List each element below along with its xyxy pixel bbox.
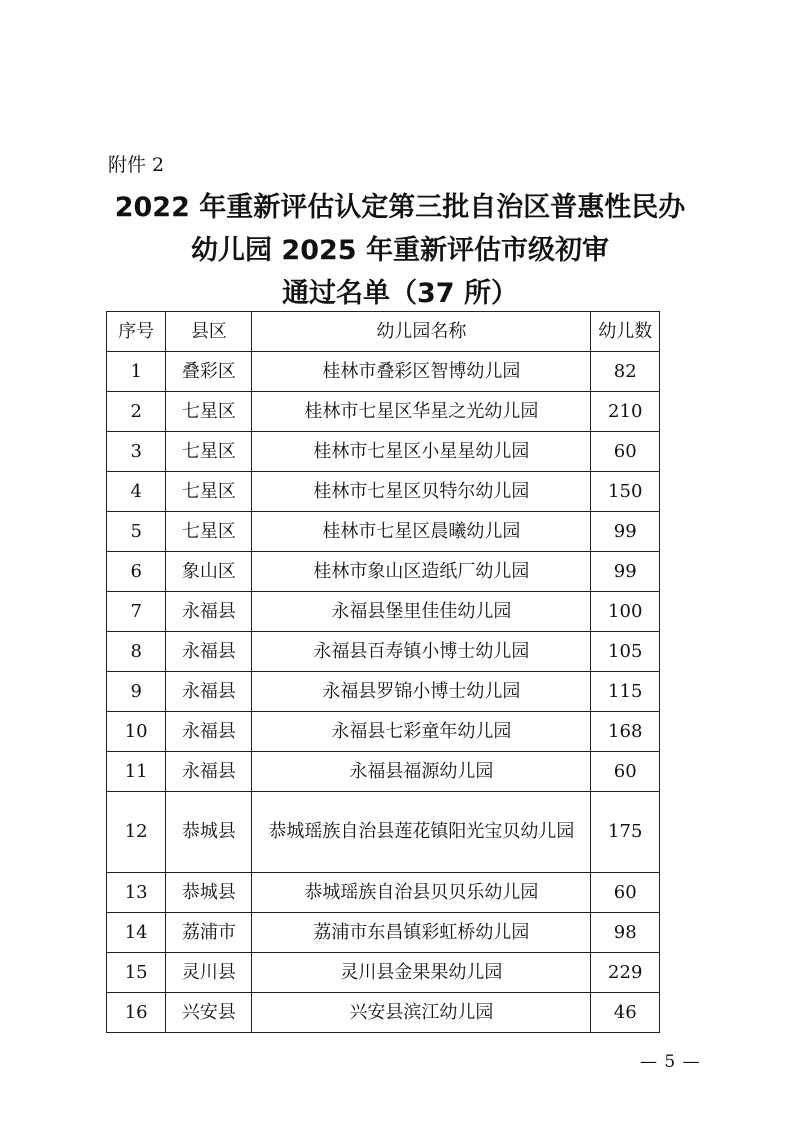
table-row [107,352,660,392]
cell-child-count: 99 [591,552,660,592]
table-row [107,432,660,472]
document-title-line-1: 2022 年重新评估认定第三批自治区普惠性民办 [114,192,686,223]
cell-serial: 5 [107,512,166,552]
table-row [107,712,660,752]
cell-child-count: 98 [591,913,660,953]
cell-serial: 13 [107,873,166,913]
cell-kindergarten-name: 恭城瑶族自治县莲花镇阳光宝贝幼儿园 [252,792,591,873]
cell-kindergarten-name: 桂林市象山区造纸厂幼儿园 [252,552,591,592]
cell-county: 灵川县 [166,953,252,993]
cell-county: 叠彩区 [166,352,252,392]
cell-kindergarten-name: 永福县罗锦小博士幼儿园 [252,672,591,712]
cell-kindergarten-name: 荔浦市东昌镇彩虹桥幼儿园 [252,913,591,953]
document-title-line-2: 幼儿园 2025 年重新评估市级初审 [191,235,609,266]
cell-kindergarten-name: 桂林市七星区华星之光幼儿园 [252,392,591,432]
cell-kindergarten-name: 永福县七彩童年幼儿园 [252,712,591,752]
cell-serial: 7 [107,592,166,632]
cell-serial: 1 [107,352,166,392]
cell-child-count: 175 [591,792,660,873]
cell-county: 永福县 [166,672,252,712]
cell-child-count: 82 [591,352,660,392]
cell-county: 永福县 [166,712,252,752]
cell-serial: 6 [107,552,166,592]
cell-kindergarten-name: 桂林市七星区小星星幼儿园 [252,432,591,472]
cell-serial: 8 [107,632,166,672]
cell-kindergarten-name: 桂林市七星区贝特尔幼儿园 [252,472,591,512]
page-number: — 5 — [640,1052,701,1072]
cell-kindergarten-name: 永福县福源幼儿园 [252,752,591,792]
cell-county: 永福县 [166,632,252,672]
cell-county: 七星区 [166,432,252,472]
table-row [107,392,660,432]
header-child-count: 幼儿数 [591,312,660,352]
cell-serial: 9 [107,672,166,712]
cell-serial: 3 [107,432,166,472]
cell-serial: 11 [107,752,166,792]
cell-kindergarten-name: 永福县百寿镇小博士幼儿园 [252,632,591,672]
cell-serial: 14 [107,913,166,953]
cell-kindergarten-name: 灵川县金果果幼儿园 [252,953,591,993]
table-row [107,752,660,792]
table-row [107,913,660,953]
cell-child-count: 99 [591,512,660,552]
cell-child-count: 60 [591,873,660,913]
cell-county: 七星区 [166,392,252,432]
cell-county: 永福县 [166,752,252,792]
table-row [107,632,660,672]
table-row [107,592,660,632]
cell-county: 恭城县 [166,873,252,913]
cell-serial: 2 [107,392,166,432]
cell-child-count: 150 [591,472,660,512]
table-row [107,792,660,873]
cell-county: 七星区 [166,472,252,512]
cell-county: 七星区 [166,512,252,552]
cell-kindergarten-name: 兴安县滨江幼儿园 [252,993,591,1033]
cell-child-count: 115 [591,672,660,712]
cell-child-count: 100 [591,592,660,632]
table-row [107,512,660,552]
cell-child-count: 46 [591,993,660,1033]
kindergarten-table [106,311,660,1033]
cell-child-count: 168 [591,712,660,752]
cell-child-count: 229 [591,953,660,993]
cell-serial: 15 [107,953,166,993]
header-serial: 序号 [107,312,166,352]
cell-kindergarten-name: 桂林市叠彩区智博幼儿园 [252,352,591,392]
table-header-row [107,312,660,352]
attachment-label: 附件 2 [108,154,165,176]
cell-child-count: 105 [591,632,660,672]
cell-county: 永福县 [166,592,252,632]
cell-child-count: 60 [591,432,660,472]
cell-kindergarten-name: 恭城瑶族自治县贝贝乐幼儿园 [252,873,591,913]
cell-serial: 4 [107,472,166,512]
cell-county: 象山区 [166,552,252,592]
cell-child-count: 210 [591,392,660,432]
table-row [107,953,660,993]
table-row [107,993,660,1033]
cell-county: 兴安县 [166,993,252,1033]
table-row [107,552,660,592]
document-title-line-3: 通过名单（37 所） [282,278,518,309]
cell-kindergarten-name: 桂林市七星区晨曦幼儿园 [252,512,591,552]
table-row [107,672,660,712]
cell-serial: 16 [107,993,166,1033]
header-kindergarten-name: 幼儿园名称 [252,312,591,352]
table-row [107,873,660,913]
cell-county: 荔浦市 [166,913,252,953]
table-row [107,472,660,512]
cell-child-count: 60 [591,752,660,792]
header-county: 县区 [166,312,252,352]
cell-county: 恭城县 [166,792,252,873]
cell-serial: 12 [107,792,166,873]
cell-serial: 10 [107,712,166,752]
cell-kindergarten-name: 永福县堡里佳佳幼儿园 [252,592,591,632]
